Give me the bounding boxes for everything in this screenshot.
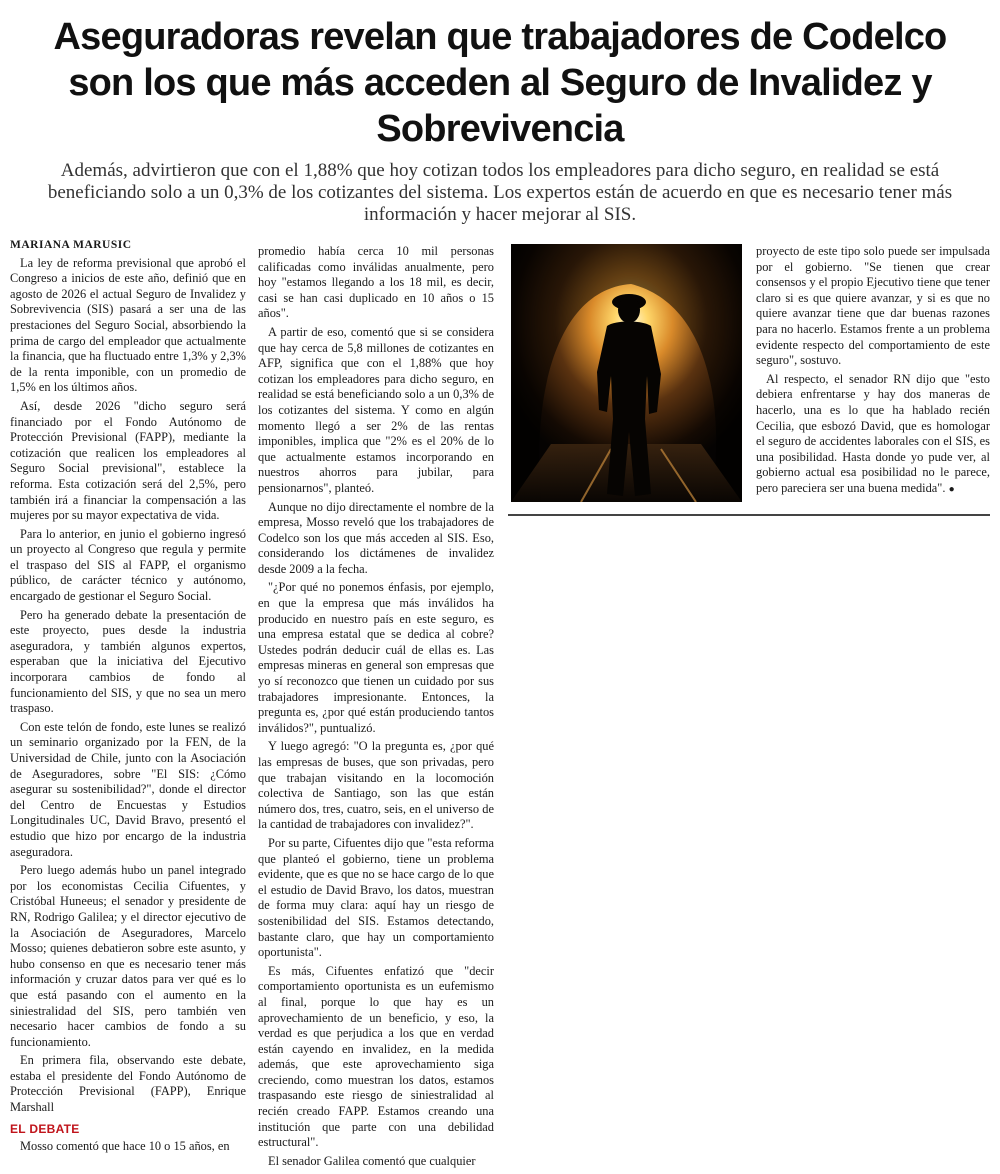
photo-image [511,244,742,502]
column-divider-rule [508,514,990,516]
paragraph: Así, desde 2026 "dicho seguro será financiado por el Fondo Autónomo de Protección Previsional (FAPP), mediante la cotización que realicen los empleadores al Seguro Social previsional", establece la reforma. Esta cotización será del 2,5%, pero también irá a financiar la compensación a las mujeres por su mayor expectativa de vida. [10,398,246,523]
paragraph: Por su parte, Cifuentes dijo que "esta reforma que planteó el gobierno, tiene un problema evidente, que es que no se hace cargo de lo que el estudio de David Bravo, los datos, muestran de forma muy clara: aquí hay un riesgo de sostenibilidad del SIS. Estamos detectando, bastante claro, que hay un comportamiento oportunista". [258,835,494,960]
paragraph: Y luego agregó: "O la pregunta es, ¿por qué las empresas de buses, que son privadas, pero que trabajan visitando en la locomoción colectiva de Santiago, son las que están número dos, tres, cuatro, seis, en el universo de la cantidad de trabajadores con invalidez?". [258,739,494,832]
paragraph: Pero luego además hubo un panel integrado por los economistas Cecilia Cifuentes, y Cristóbal Huneeus; el senador y presidente de RN, Rodrigo Galilea; y el director ejecutivo de la Asociación de Aseguradores, Marcelo Mosso; quienes debatieron sobre este asunto, y hubo consenso en que es necesario tener más información y cruzar datos para ver qué es lo que está pasando con el aumento en la siniestralidad del SIS, pero también ven necesario hacer cambios de fondo a su funcionamiento. [10,863,246,1049]
article-column-2 [258,244,494,1172]
miner-silhouette-photo [511,244,742,502]
paragraph: Aunque no dijo directamente el nombre de la empresa, Mosso reveló que los trabajadores de Codelco son los que más acceden al SIS. Eso, considerando los dictámenes de invalidez desde 2009 a la fecha. [258,499,494,576]
paragraph: Para lo anterior, en junio el gobierno ingresó un proyecto al Congreso que regula y permite el traspaso del SIS al FAPP, el organismo público, de carácter técnico y autónomo, encargado de gestionar el Seguro Social. [10,526,246,604]
section-label-el-debate: EL DEBATE [10,1121,80,1136]
end-of-article-icon: ● [948,483,955,495]
article-column-4 [756,244,990,501]
paragraph: "¿Por qué no ponemos énfasis, por ejemplo, en que la empresa que más inválidos ha producido en nuestro país en este seguro, es una empresa estatal que se dedica al cobre? Ustedes podrán deducir cuál de ellas es. Las empresas mineras en general son empresas que yo sí reconozco que tienen un cuidado por sus trabajadores impresionante. Entonces, la pregunta es, ¿por qué están produciendo tantos inválidos?", puntualizó. [258,580,494,735]
paragraph: Es más, Cifuentes enfatizó que "decir comportamiento oportunista es un eufemismo al final, porque lo que hay es un aprovechamiento de un beneficio, y eso, la verdad es que perjudica a los que en verdad están cayendo en invalidez, en la medida además, que este aprovechamiento siga creciendo, como muestran los datos, estamos traspasando este riesgo de siniestralidad al recién creado FAPP. Estamos creando una institución que parte con una debilidad estructural". [258,963,494,1150]
paragraph: El senador Galilea comentó que cualquier [268,1153,476,1168]
paragraph: proyecto de este tipo solo puede ser impulsada por el gobierno. "Se tienen que crear consensos y el propio Ejecutivo tiene que tener claro si es que quiere avanzar, y si es que no quiere avanzar tiene que dar buenas razones para no hacerlo. Estamos frente a un problema evidente respecto del comportamiento de este seguro", sostuvo. [756,244,990,368]
paragraph: promedio había cerca 10 mil personas calificadas como inválidas anualmente, pero hoy "estamos llegando a los 18 mil, es decir, casi se han casi duplicado en 10 años o 15 años". [258,244,494,321]
paragraph: Con este telón de fondo, este lunes se realizó un seminario organizado por la FEN, de la Universidad de Chile, junto con la Asociación de Aseguradores, sobre "El SIS: ¿Cómo asegurar su sostenibilidad?", donde el director del Centro de Encuestas y Estudios Longitudinales UC, David Bravo, presentó el estudio que hizo por encargo de la industria aseguradora. [10,719,246,859]
paragraph: La ley de reforma previsional que aprobó el Congreso a inicios de este año, definió que en agosto de 2026 el actual Seguro de Invalidez y Sobrevivencia (SIS) pasará a ser una de las prestaciones del Seguro Social, absorbiendo la prima de cargo del empleador que actualmente la financia, que ha fluctuado entre 1,3% y 2,3% de la renta imponible, con un promedio de 1,5% en los últimos años. [10,255,246,395]
paragraph: A partir de eso, comentó que si se considera que hay cerca de 5,8 millones de cotizantes en AFP, significa que con el 1,88% que hoy cotizan los empleadores para dicho seguro, en realidad se está beneficiando solo a un 0,3% de los cotizantes del sistema. Y como en algún momento llegó a ser 2% de las rentas imponibles, implica que "2% es el 20% de lo que actualmente estamos incorporando en nuestros ahorros para jubilar, para pensionarnos", planteó. [258,324,494,495]
paragraph: Mosso comentó que hace 10 o 15 años, en [20,1139,230,1154]
byline: MARIANA MARUSIC [10,239,132,251]
paragraph: En primera fila, observando este debate, estaba el presidente del Fondo Autónomo de Protección Previsional (FAPP), Enrique Marshall [10,1053,246,1115]
subheadline: Además, advirtieron que con el 1,88% que hoy cotizan todos los empleadores para dicho seguro, en realidad se está beneficiando solo a un 0,3% de los cotizantes del sistema. Los expertos están de acuerdo en que es necesario tener más información y hacer mejorar al SIS. [47,160,953,225]
article-column-1 [10,238,246,1158]
paragraph: Pero ha generado debate la presentación de este proyecto, pues desde la industria aseguradora, y también algunos expertos, esperaban que la iniciativa del Ejecutivo incorporara cambios de fondo al funcionamiento del SIS, y que no sea un mero traspaso. [10,607,246,716]
paragraph [756,372,990,498]
paragraph-text: Al respecto, el senador RN dijo que "esto debiera enfrentarse y hay dos maneras de hacerlo, una es lo que ha hablado recién Cecilia, que esbozó David, que es homologar el seguro de accidentes laborales con el SIS, es una posibilidad. Hasta donde yo pude ver, al gobierno actual esa posibilidad no le parece, pero pareciera ser una buena medida". [756,371,990,495]
headline: Aseguradoras revelan que trabajadores de Codelco son los que más acceden al Seguro de Invalidez y Sobrevivencia [53,16,947,150]
